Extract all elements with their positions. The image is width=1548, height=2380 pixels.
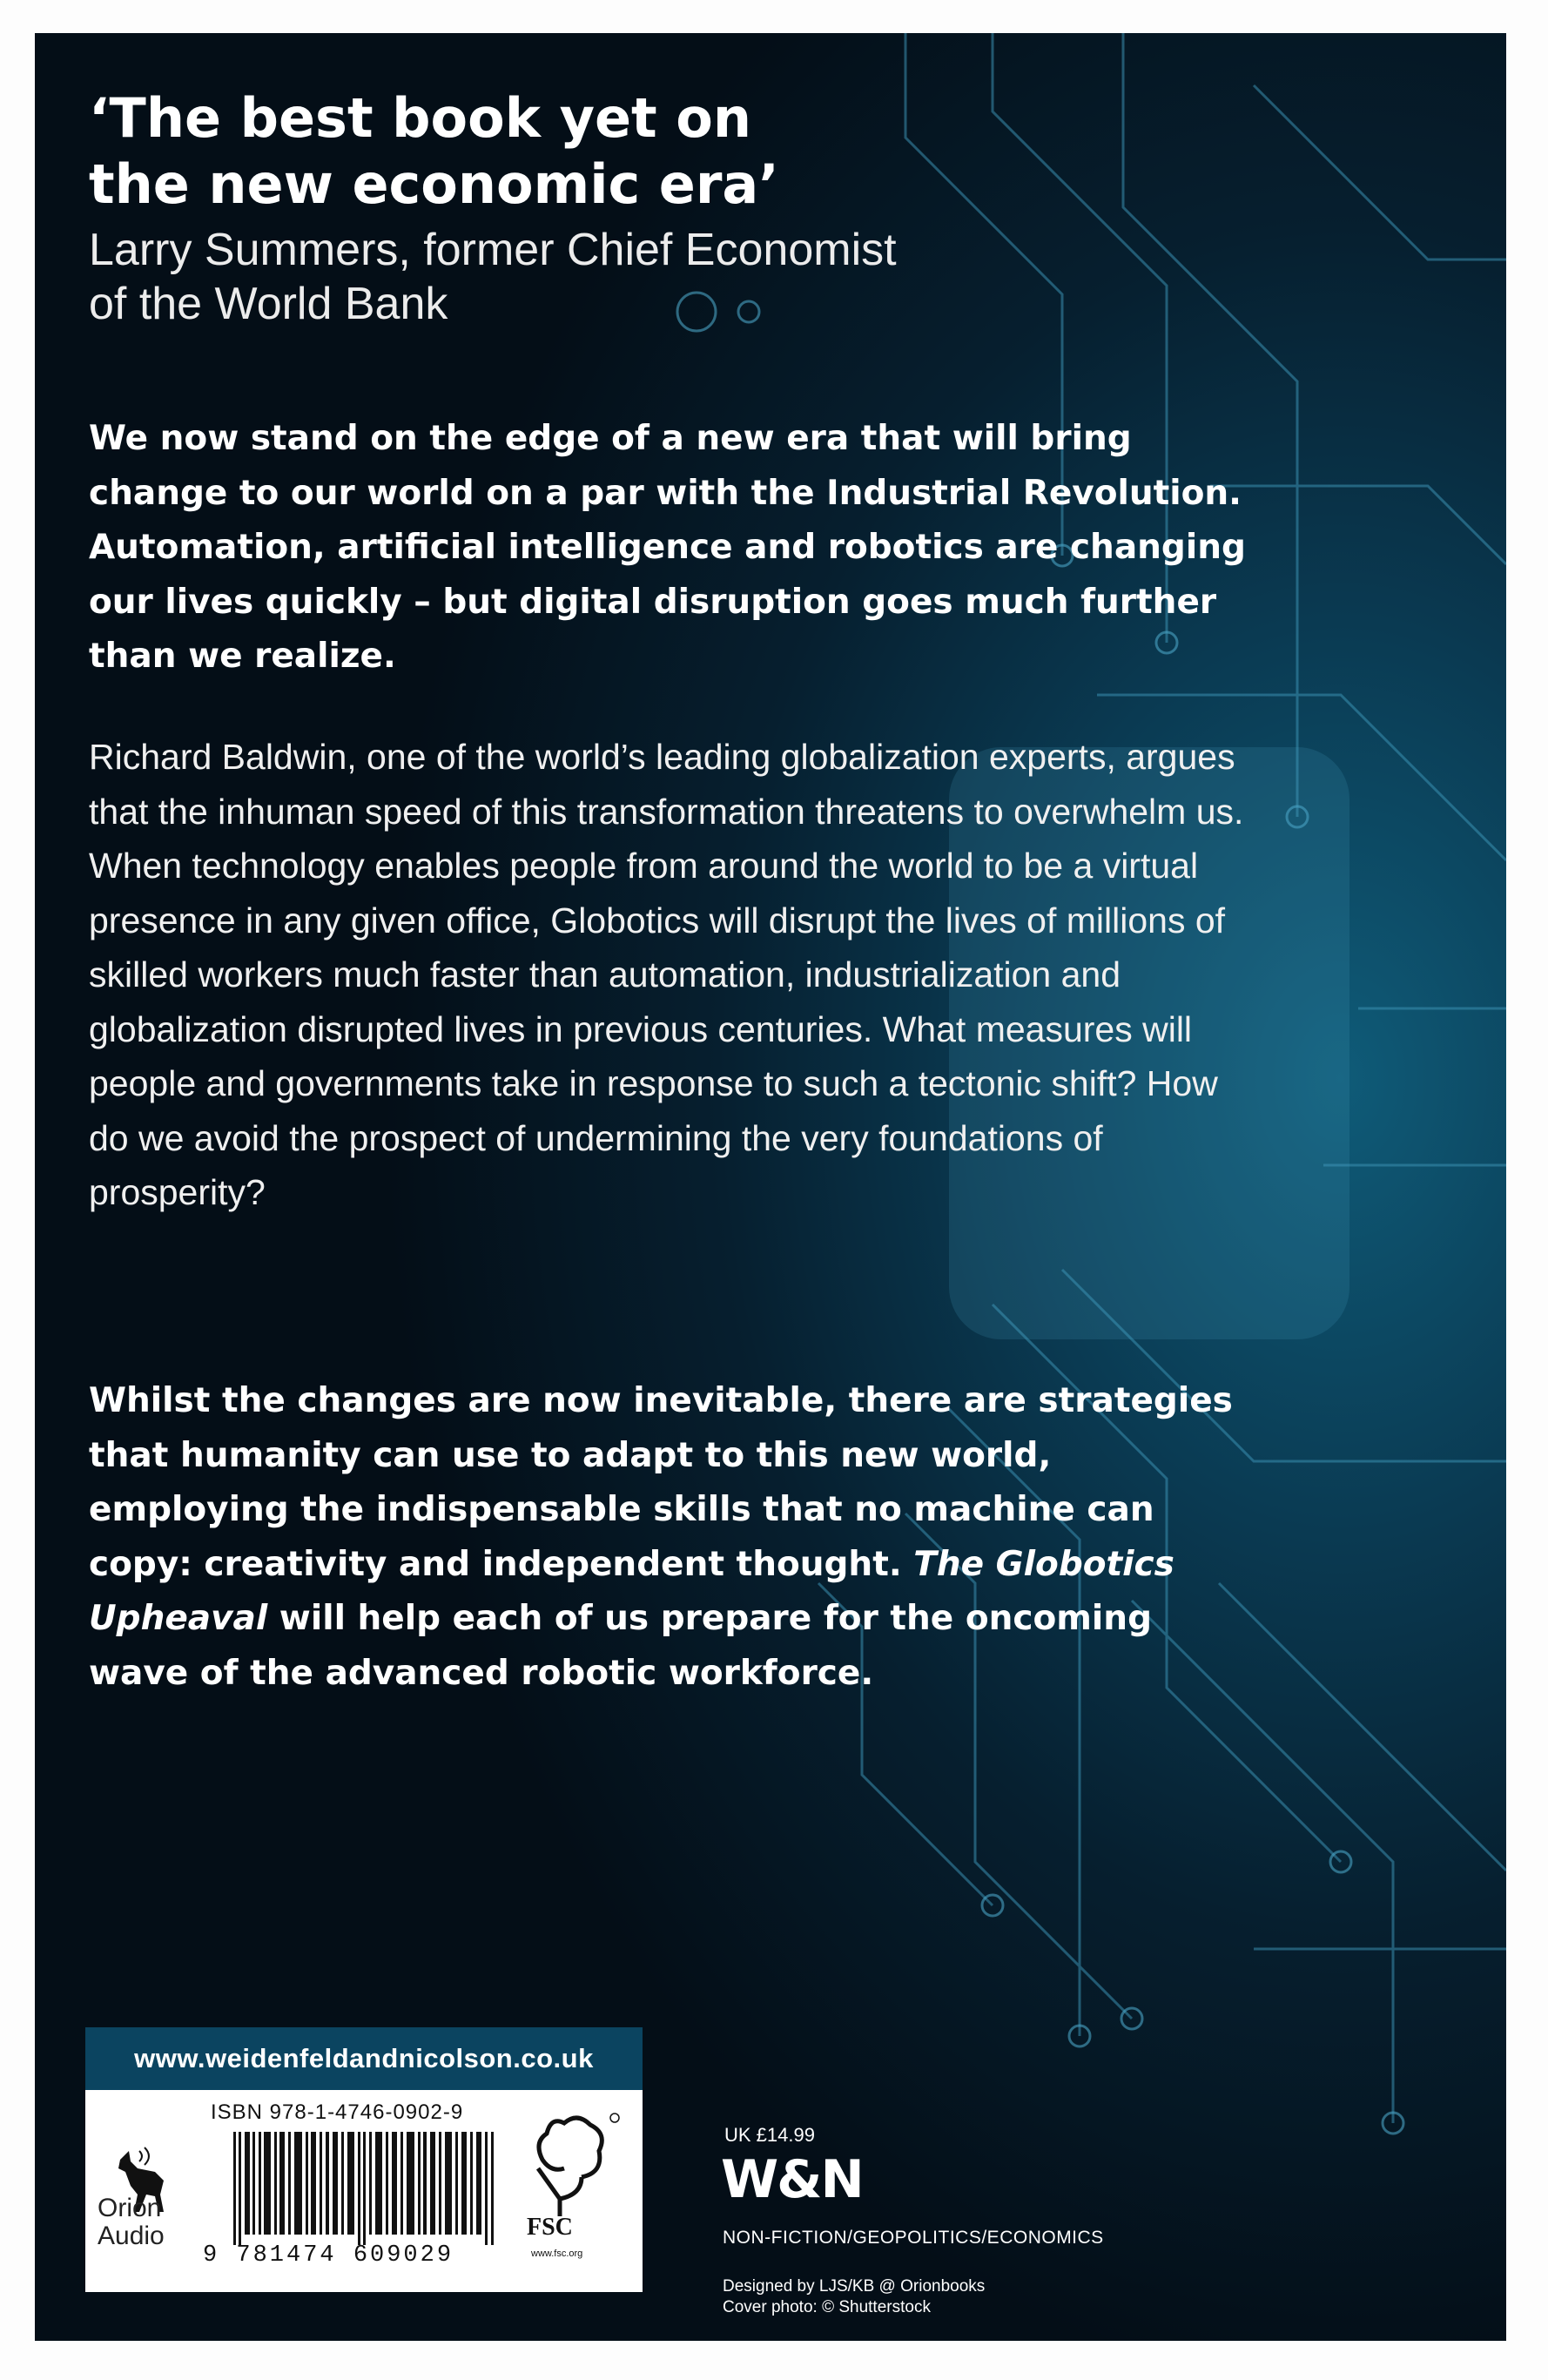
barcode-group-1: 781474 xyxy=(236,2242,337,2269)
barcode-digits xyxy=(203,2242,454,2269)
barcode xyxy=(233,2132,503,2245)
designed-by: Designed by LJS/KB @ Orionbooks xyxy=(723,2277,986,2296)
quote-line-1: ‘The best book yet on xyxy=(89,86,751,150)
barcode-box xyxy=(85,2090,643,2292)
orion-audio-label xyxy=(98,2195,165,2250)
cover-photo-credit: Cover photo: © Shutterstock xyxy=(723,2298,931,2316)
quote-line-2: the new economic era’ xyxy=(89,152,779,216)
publisher-logo: W&N xyxy=(721,2149,863,2210)
blurb-paragraph-2 xyxy=(89,730,1247,1220)
quote-attribution xyxy=(89,223,1221,331)
paragraph-3-after: will help each of us prepare for the oncoming wave of the advanced robotic workforce. xyxy=(89,1599,1152,1693)
review-quote xyxy=(89,85,1221,218)
blurb-paragraph-2-text: Richard Baldwin, one of the world’s leading globalization experts, argues that the inhuman speed of this transformation threatens to overwhelm us. When technology enables people from around the world to be a virtual presence in any given office, Globotics will disrupt the lives of millions of skilled workers much faster than automation, industrialization and globalization disrupted lives in previous centuries. What measures will people and governments take in response to such a tectonic shift? How do we avoid the prospect of undermining the very foundations of prosperity? xyxy=(89,737,1244,1212)
orion-line-1: Orion xyxy=(98,2194,162,2222)
price: UK £14.99 xyxy=(724,2124,815,2146)
attribution-line-2: of the World Bank xyxy=(89,279,448,329)
book-title: The Globotics Upheaval xyxy=(89,1544,1174,1638)
book-category: NON-FICTION/GEOPOLITICS/ECONOMICS xyxy=(723,2228,1104,2248)
attribution-line-1: Larry Summers, former Chief Economist xyxy=(89,225,897,275)
fsc-label: FSC xyxy=(527,2214,573,2241)
isbn: ISBN 978-1-4746-0902-9 xyxy=(211,2100,464,2124)
publisher-website: www.weidenfeldandnicolson.co.uk xyxy=(85,2027,643,2090)
credits xyxy=(723,2276,985,2318)
barcode-group-2: 609029 xyxy=(353,2242,454,2269)
paragraph-3-before: Whilst the changes are now inevitable, there are strategies that humanity can use to adapt to this new world, employing the indispensable skills that no machine can copy: creativity and independent thought. xyxy=(89,1381,1233,1584)
back-cover xyxy=(35,33,1506,2341)
orion-line-2: Audio xyxy=(98,2222,165,2250)
blurb-paragraph-3 xyxy=(89,1374,1247,1701)
fsc-url: www.fsc.org xyxy=(531,2249,583,2259)
blurb-paragraph-1-text: We now stand on the edge of a new era that will bring change to our world on a par with the Industrial Revolution. Automation, artificial intelligence and robotics are changing our lives quickly – but digital disruption goes much further than we realize. xyxy=(89,419,1246,676)
barcode-first-digit: 9 xyxy=(203,2242,220,2269)
blurb-paragraph-1 xyxy=(89,412,1247,684)
